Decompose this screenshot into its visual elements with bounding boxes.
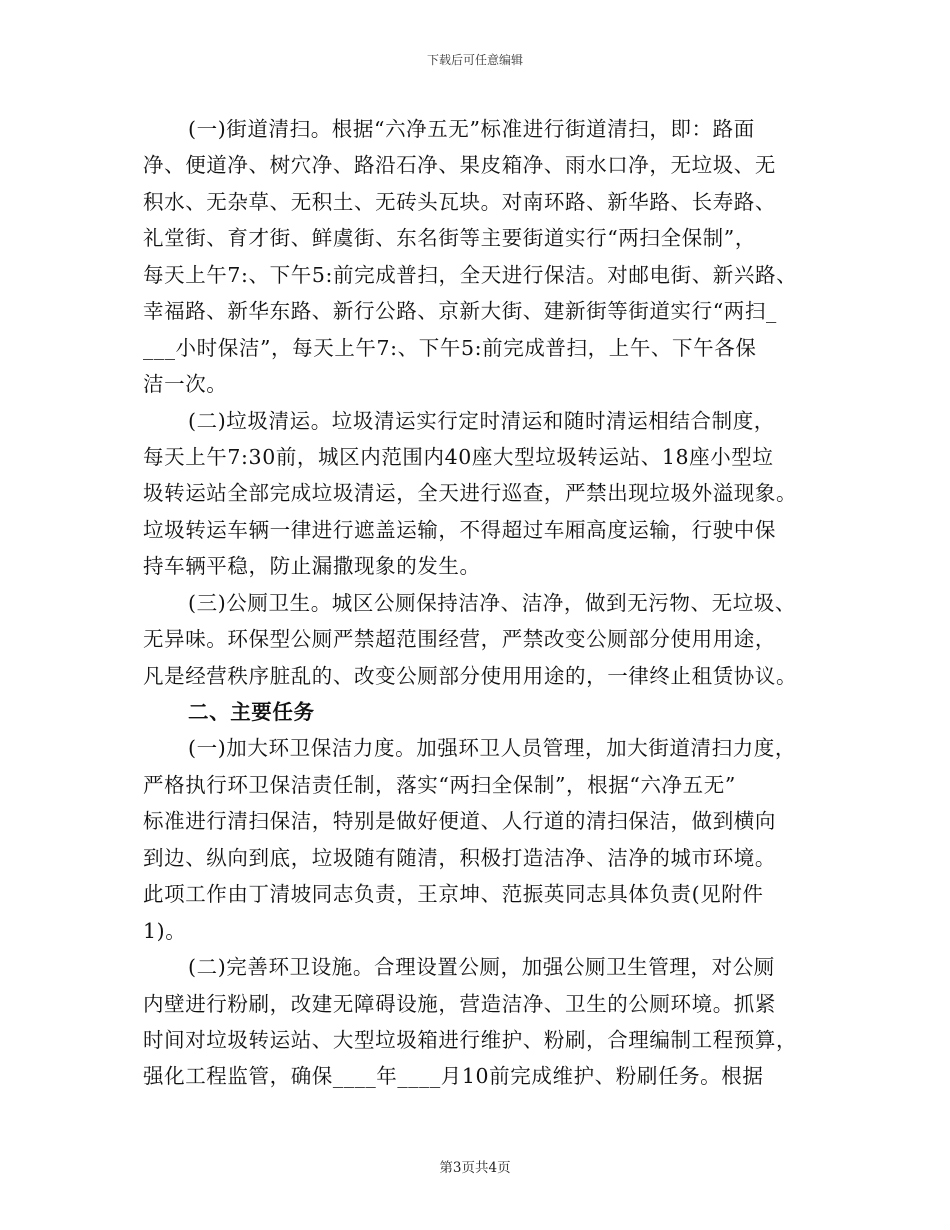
text-line: (一)加大环卫保洁力度。加强环卫人员管理，加大街道清扫力度， [188,736,796,761]
text-line: (二)垃圾清运。垃圾清运实行定时清运和随时清运相结合制度， [188,408,775,433]
text-line: (一)街道清扫。根据“六净五无”标准进行街道清扫，即：路面 [188,117,755,141]
section-heading: 二、主要任务 [188,700,315,724]
page-footer: 第3页共4页 [439,1160,511,1176]
text-line: ___小时保洁”，每天上午7:、下午5:前完成普扫，上午、下午各保 [143,335,757,360]
text-line: 洁一次。 [143,372,228,397]
text-line: 每天上午7:、下午5:前完成普扫，全天进行保洁。对邮电街、新兴路、 [143,262,798,287]
text-line: 垃圾转运车辆一律进行遮盖运输，不得超过车厢高度运输，行驶中保 [143,517,776,542]
text-line: 持车辆平稳，防止漏撒现象的发生。 [143,554,481,579]
text-line: 圾转运站全部完成垃圾清运，全天进行巡查，严禁出现垃圾外溢现象。 [143,481,798,506]
text-line: 此项工作由丁清坡同志负责，王京坤、范振英同志具体负责(见附件 [143,882,764,907]
text-line: 标准进行清扫保洁，特别是做好便道、人行道的清扫保洁，做到横向 [143,809,776,834]
text-line: 时间对垃圾转运站、大型垃圾箱进行维护、粉刷，合理编制工程预算， [143,1027,798,1052]
text-line: 强化工程监管，确保____年____月10前完成维护、粉刷任务。根据 [143,1064,764,1089]
text-line: (二)完善环卫设施。合理设置公厕，加强公厕卫生管理，对公厕 [188,955,775,980]
text-line: 严格执行环卫保洁责任制，落实“两扫全保制”，根据“六净五无” [143,772,736,797]
text-line: 到边、纵向到底，垃圾随有随清，积极打造洁净、洁净的城市环境。 [143,845,776,870]
text-line: 内壁进行粉刷，改建无障碍设施，营造洁净、卫生的公厕环境。抓紧 [143,991,776,1016]
document-body [143,111,818,1095]
text-line: 每天上午7:30前，城区内范围内40座大型垃圾转运站、18座小型垃 [143,444,774,469]
text-line: (三)公厕卫生。城区公厕保持洁净、洁净，做到无污物、无垃圾、 [188,590,796,615]
text-line: 无异味。环保型公厕严禁超范围经营，严禁改变公厕部分使用用途， [143,627,776,652]
text-line: 礼堂街、育才街、鲜虞街、东名街等主要街道实行“两扫全保制”， [143,226,756,251]
text-line: 净、便道净、树穴净、路沿石净、果皮箱净、雨水口净，无垃圾、无 [143,153,776,178]
text-line: 凡是经营秩序脏乱的、改变公厕部分使用用途的，一律终止租赁协议。 [143,663,798,688]
page-header: 下载后可任意编辑 [426,53,523,67]
text-line: 积水、无杂草、无积土、无砖头瓦块。对南环路、新华路、长寿路、 [143,189,776,214]
text-line: 幸福路、新华东路、新行公路、京新大街、建新街等街道实行“两扫_ [143,299,777,324]
text-line: 1)。 [143,918,187,943]
